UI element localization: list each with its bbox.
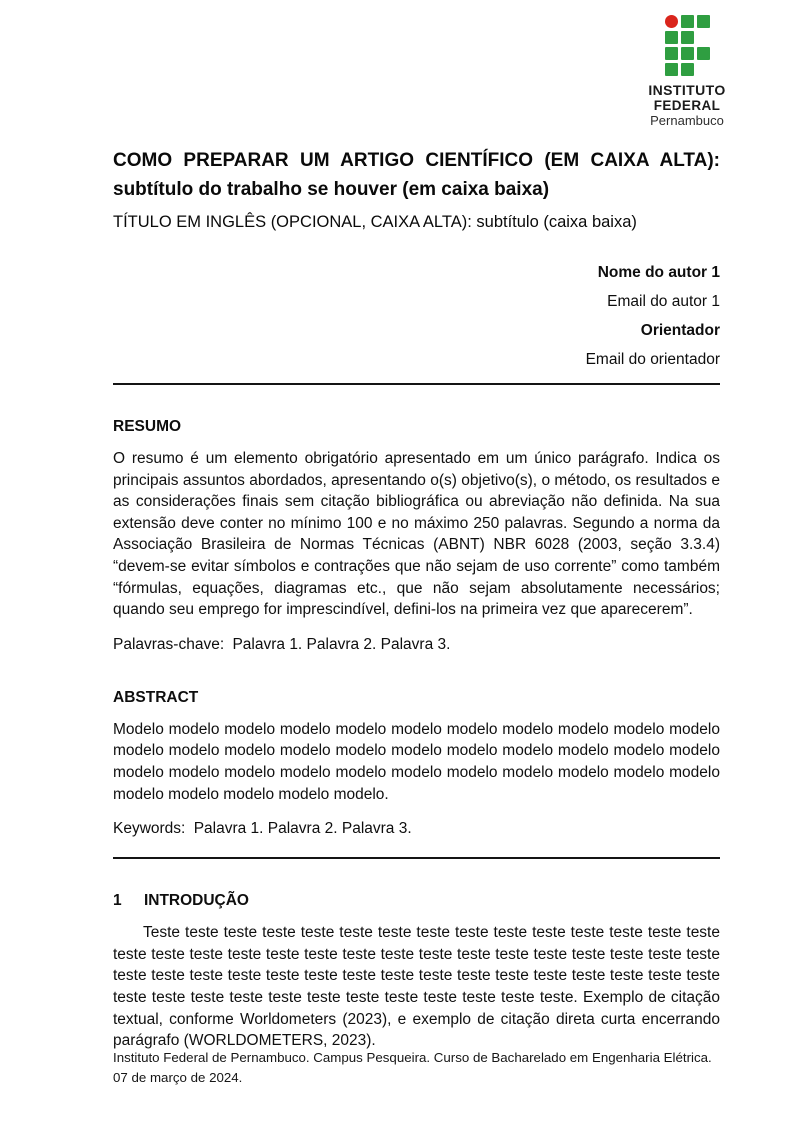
logo-square [665, 63, 678, 76]
logo-square [681, 63, 694, 76]
resumo-heading: RESUMO [113, 418, 182, 435]
footnote-institution: Instituto Federal de Pernambuco. Campus Pesqueira. Curso de Bacharelado em Engenharia Elétrica. 07 de março de 2024. [113, 1050, 712, 1085]
section-1-number: 1 [113, 892, 122, 910]
abstract-heading: ABSTRACT [113, 688, 199, 706]
logo-text-federal: FEDERAL [653, 98, 721, 113]
logo-square [697, 15, 710, 28]
palavras-chave-values: Palavra 1. Palavra 2. Palavra 3. [232, 635, 451, 653]
author-name: Nome do autor 1 [597, 264, 720, 281]
keywords-line [113, 818, 720, 840]
logo-square [681, 47, 694, 60]
palavras-chave-line [113, 634, 720, 656]
author-block [113, 258, 720, 374]
abstract-paragraph: Modelo modelo modelo modelo modelo modelo modelo modelo modelo modelo modelo modelo modelo modelo modelo modelo modelo modelo modelo modelo modelo modelo modelo modelo modelo modelo modelo modelo modelo modelo modelo modelo modelo modelo modelo modelo modelo modelo. [113, 720, 720, 803]
logo-text-pernambuco: Pernambuco [650, 113, 724, 128]
logo-square [681, 15, 694, 28]
palavras-chave-label: Palavras-chave: [113, 635, 225, 653]
logo-red-dot [665, 15, 678, 28]
logo-gap [697, 31, 710, 44]
section-1-paragraph: Teste teste teste teste teste teste teste teste teste teste teste teste teste teste teste teste teste teste teste teste teste teste teste teste teste teste teste teste teste teste teste teste teste teste teste teste teste teste teste teste teste teste teste teste teste teste teste teste teste teste teste teste teste teste teste teste teste teste teste. Exemplo de citação textual, conforme Worldometers (2023), e exemplo de citação direta curta encerrando parágrafo (WORLDOMETERS, 2023). [113, 924, 720, 1050]
article-title: COMO PREPARAR UM ARTIGO CIENTÍFICO (EM CAIXA ALTA): subtítulo do trabalho se houver (em caixa baixa) [113, 150, 720, 200]
separator-rule-bottom [113, 857, 720, 859]
advisor-email: Email do orientador [585, 351, 720, 368]
author-email: Email do autor 1 [607, 293, 720, 310]
logo-square [697, 47, 710, 60]
logo-square [665, 47, 678, 60]
keywords-label: Keywords: [113, 820, 186, 838]
article-body [113, 146, 720, 1052]
separator-rule-top [113, 383, 720, 385]
logo-square [681, 31, 694, 44]
ifpe-logo [612, 15, 762, 129]
keywords-values: Palavra 1. Palavra 2. Palavra 3. [193, 820, 412, 838]
resumo-paragraph: O resumo é um elemento obrigatório apresentado em um único parágrafo. Indica os principais assuntos abordados, apresentando o(s) objetivo(s), o método, os resultados e as considerações finais sem citação bibliográfica ou abreviação não definida. Na sua extensão deve conter no mínimo 100 e no máximo 250 palavras. Segundo a norma da Associação Brasileira de Normas Técnicas (ABNT) NBR 6028 (2003, seção 3.3.4) “devem-se evitar símbolos e contrações que não sejam de uso corrente” como também “fórmulas, equações, diagramas etc., que não sejam absolutamente necessários; quando seu emprego for imprescindível, defini-los na primeira vez que aparecerem”. [113, 450, 720, 619]
logo-gap [697, 63, 710, 76]
section-1-heading [113, 890, 720, 912]
ifpe-logo-mark [665, 15, 710, 76]
logo-text-instituto: INSTITUTO [648, 82, 726, 98]
advisor-name: Orientador [640, 322, 720, 339]
logo-square [665, 31, 678, 44]
section-1-title: INTRODUÇÃO [143, 892, 249, 910]
article-title-english: TÍTULO EM INGLÊS (OPCIONAL, CAIXA ALTA): subtítulo (caixa baixa) [113, 213, 637, 231]
